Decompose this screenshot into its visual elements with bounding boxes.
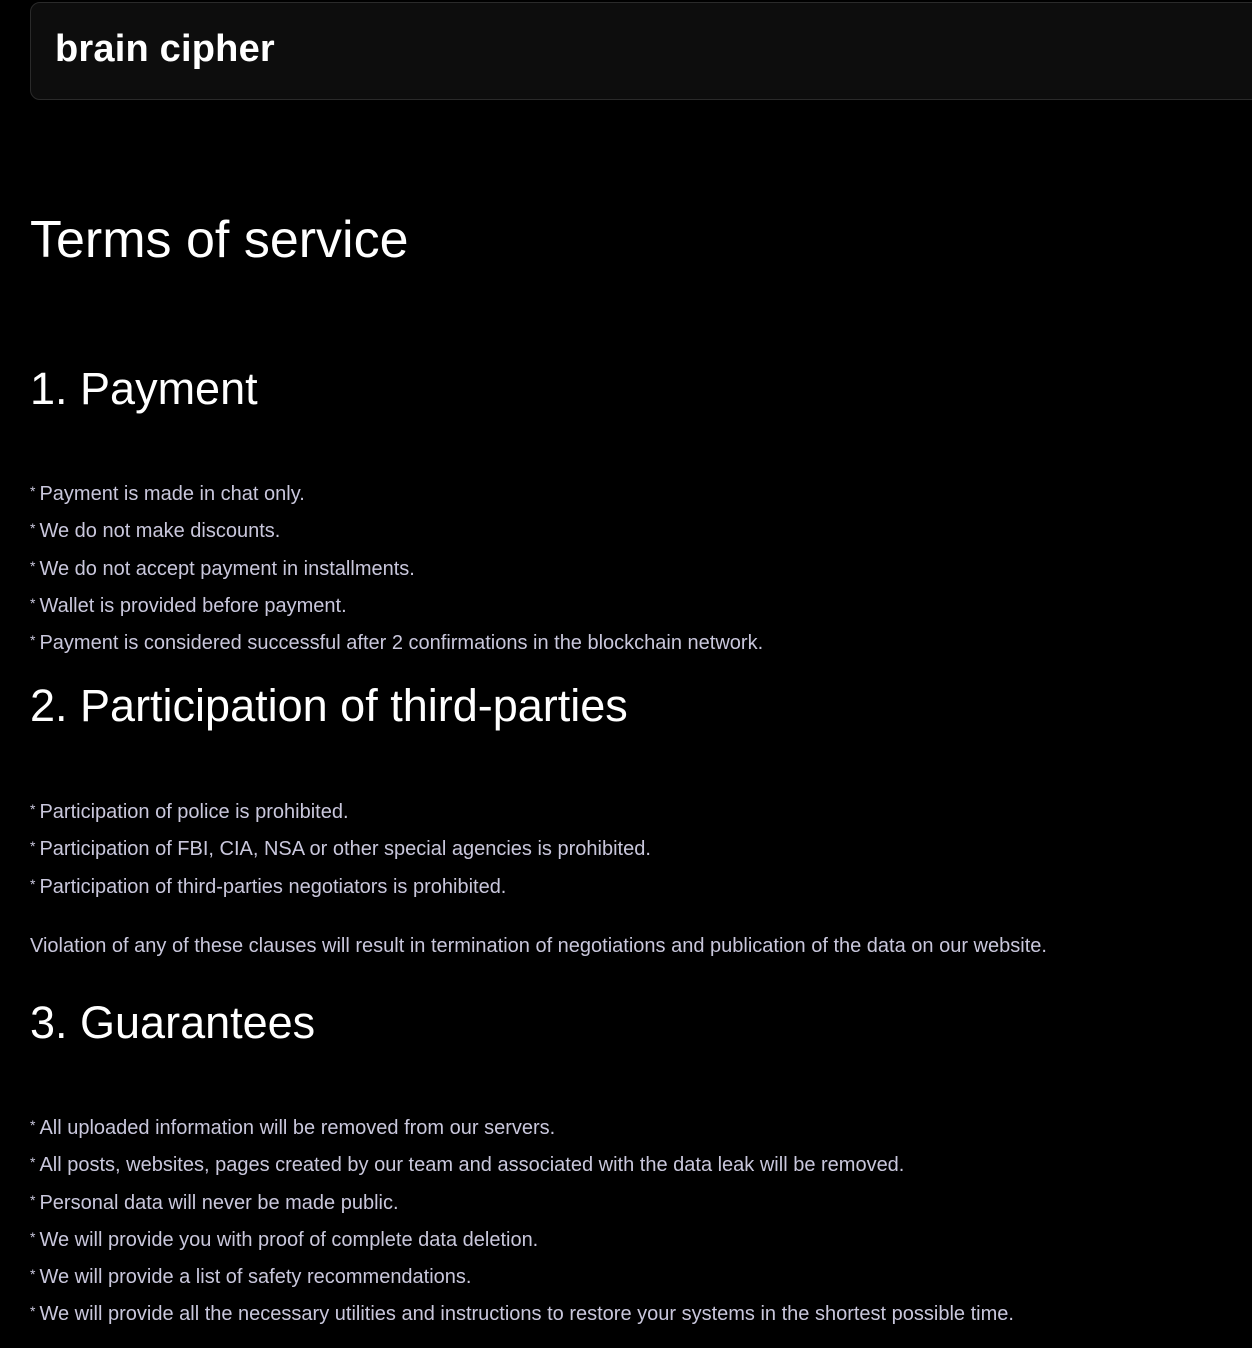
section-heading-third-parties: 2. Participation of third-parties bbox=[30, 680, 628, 731]
bullet-marker: * bbox=[30, 483, 36, 499]
list-item: * Participation of police is prohibited. bbox=[30, 801, 349, 823]
bullet-marker: * bbox=[30, 1228, 36, 1245]
bullet-marker: * bbox=[30, 801, 36, 817]
page-title: Terms of service bbox=[30, 211, 409, 269]
section-heading-payment: 1. Payment bbox=[30, 363, 258, 414]
list-item: * We do not make discounts. bbox=[30, 520, 281, 543]
bullet-marker: * bbox=[30, 594, 36, 611]
list-item: * All uploaded information will be removed from our servers. bbox=[30, 1117, 556, 1139]
bullet-marker: * bbox=[30, 1303, 36, 1320]
payment-list bbox=[30, 474, 763, 660]
list-item: * We do not accept payment in installments. bbox=[30, 557, 415, 580]
list-item: * Personal data will never be made public. bbox=[30, 1191, 399, 1214]
brand-logo-text[interactable]: brain cipher bbox=[55, 28, 275, 70]
list-item: * We will provide you with proof of complete data deletion. bbox=[30, 1228, 539, 1251]
bullet-marker: * bbox=[30, 1154, 36, 1171]
bullet-marker: * bbox=[30, 520, 36, 537]
section-heading-guarantees: 3. Guarantees bbox=[30, 997, 316, 1048]
list-item: * We will provide a list of safety recommendations. bbox=[30, 1266, 472, 1289]
violation-note: Violation of any of these clauses will result in termination of negotiations and publication of the data on our website. bbox=[30, 935, 1047, 957]
list-item: * Payment is considered successful after 2 confirmations in the blockchain network. bbox=[30, 632, 764, 655]
list-item: * Participation of third-parties negotiators is prohibited. bbox=[30, 875, 507, 898]
bullet-marker: * bbox=[30, 1191, 36, 1208]
list-item: * Participation of FBI, CIA, NSA or other special agencies is prohibited. bbox=[30, 838, 651, 861]
bullet-marker: * bbox=[30, 875, 36, 892]
list-item: * Payment is made in chat only. bbox=[30, 483, 305, 505]
bullet-marker: * bbox=[30, 1266, 36, 1283]
bullet-marker: * bbox=[30, 632, 36, 649]
bullet-marker: * bbox=[30, 838, 36, 855]
list-item: * All posts, websites, pages created by our team and associated with the data leak will be removed. bbox=[30, 1154, 905, 1177]
bullet-marker: * bbox=[30, 1117, 36, 1133]
third-parties-list bbox=[30, 792, 651, 904]
guarantees-list bbox=[30, 1108, 1014, 1332]
list-item: * Wallet is provided before payment. bbox=[30, 594, 347, 617]
list-item: * We will provide all the necessary utilities and instructions to restore your systems in the shortest possible time. bbox=[30, 1303, 1014, 1326]
bullet-marker: * bbox=[30, 557, 36, 574]
